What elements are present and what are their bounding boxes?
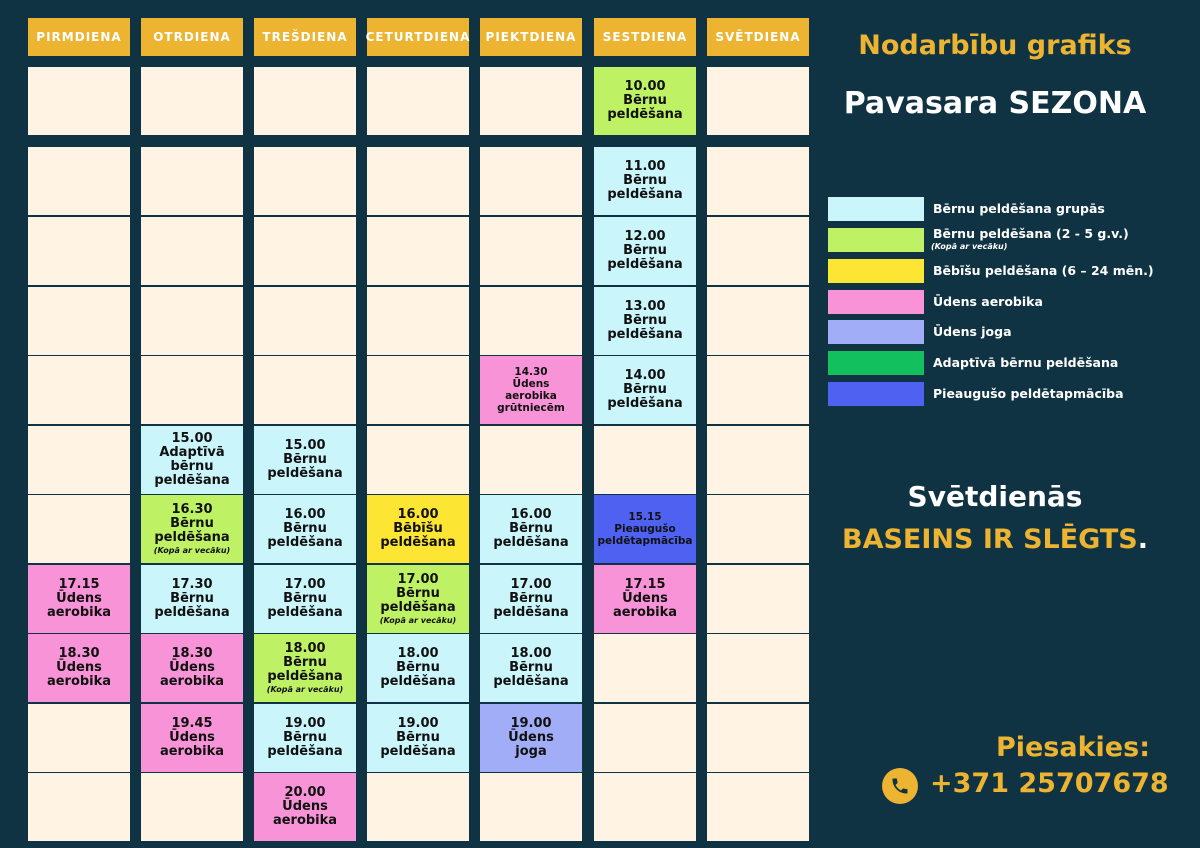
session-cell <box>594 565 696 633</box>
session-label: Pieaugušo <box>614 523 676 535</box>
day-header: PIRMDIENA <box>28 18 130 56</box>
empty-cell <box>480 287 582 355</box>
session-label: peldēšana <box>380 535 456 550</box>
pool-closed-text: BASEINS IR SLĒGTS <box>842 524 1138 555</box>
session-time: 14.30 <box>514 366 548 378</box>
empty-cell <box>480 67 582 135</box>
legend-swatch <box>828 290 924 314</box>
session-label: peldēšana <box>154 473 230 488</box>
empty-cell <box>480 147 582 215</box>
session-time: 15.15 <box>628 511 662 523</box>
session-time: 17.00 <box>397 571 439 587</box>
session-cell <box>141 704 243 772</box>
empty-cell <box>480 217 582 285</box>
session-time: 19.00 <box>510 716 552 731</box>
session-time: 19.00 <box>397 716 439 731</box>
session-label: Bērnu <box>509 591 553 606</box>
legend-item <box>828 228 1198 252</box>
session-time: 18.30 <box>58 646 100 661</box>
legend-label: Ūdens joga <box>933 324 1012 339</box>
session-time: 13.00 <box>624 299 666 314</box>
session-cell <box>594 67 696 135</box>
session-cell <box>480 495 582 563</box>
session-cell <box>480 565 582 633</box>
session-label: aerobika <box>159 744 225 759</box>
session-note: (Kopā ar vecāku) <box>379 615 457 625</box>
empty-cell <box>367 147 469 215</box>
legend-swatch <box>828 320 924 344</box>
empty-cell <box>254 67 356 135</box>
session-label: Bērnu <box>283 452 327 467</box>
session-time: 16.00 <box>284 507 326 522</box>
session-label: grūtniecēm <box>497 402 565 414</box>
empty-cell <box>254 356 356 424</box>
session-label: peldēšana <box>607 107 683 122</box>
empty-cell <box>28 147 130 215</box>
session-label: peldēšana <box>267 668 343 684</box>
empty-cell <box>367 426 469 494</box>
empty-cell <box>367 287 469 355</box>
legend-item <box>828 290 1198 314</box>
empty-cell <box>707 426 809 494</box>
legend-label: Bēbīšu peldēšana (6 – 24 mēn.) <box>933 263 1154 278</box>
session-label: Bērnu <box>170 591 214 606</box>
session-label: peldēšana <box>607 187 683 202</box>
session-time: 16.00 <box>397 507 439 522</box>
day-header: TREŠDIENA <box>254 18 356 56</box>
empty-cell <box>28 704 130 772</box>
session-label: peldēšana <box>267 744 343 759</box>
session-label: Bērnu <box>623 313 667 328</box>
session-cell <box>594 356 696 424</box>
session-label: peldēšana <box>267 535 343 550</box>
session-time: 16.00 <box>510 507 552 522</box>
legend-label: Ūdens aerobika <box>933 294 1043 309</box>
session-cell <box>141 634 243 702</box>
legend-note: (Kopā ar vecāku) <box>931 242 1008 251</box>
legend-item <box>828 197 1198 221</box>
empty-cell <box>254 287 356 355</box>
session-label: Ūdens <box>508 730 554 745</box>
legend-item <box>828 259 1198 283</box>
session-time: 17.00 <box>510 577 552 592</box>
session-label: peldēšana <box>380 674 456 689</box>
empty-cell <box>594 773 696 841</box>
session-time: 17.00 <box>284 577 326 592</box>
day-header: SESTDIENA <box>594 18 696 56</box>
session-cell <box>28 634 130 702</box>
session-cell <box>367 495 469 563</box>
session-label: peldēšana <box>493 535 569 550</box>
empty-cell <box>707 356 809 424</box>
session-label: Bērnu <box>283 730 327 745</box>
session-cell <box>480 634 582 702</box>
session-label: peldēšana <box>267 605 343 620</box>
empty-cell <box>594 634 696 702</box>
empty-cell <box>28 773 130 841</box>
empty-cell <box>707 217 809 285</box>
session-time: 20.00 <box>284 785 326 800</box>
session-cell <box>254 565 356 633</box>
session-cell <box>254 426 356 494</box>
legend-item <box>828 382 1198 406</box>
legend-item <box>828 320 1198 344</box>
legend-swatch <box>828 197 924 221</box>
session-label: Bērnu <box>396 660 440 675</box>
session-label: peldēšana <box>154 605 230 620</box>
legend-swatch <box>828 351 924 375</box>
session-note: (Kopā ar vecāku) <box>153 545 231 555</box>
session-label: Bērnu <box>396 730 440 745</box>
session-label: peldēšana <box>154 529 230 545</box>
session-label: Bērnu <box>509 660 553 675</box>
empty-cell <box>367 217 469 285</box>
empty-cell <box>594 704 696 772</box>
session-label: Bērnu <box>396 585 440 601</box>
session-time: 18.30 <box>171 646 213 661</box>
session-cell <box>594 217 696 285</box>
legend-swatch <box>828 382 924 406</box>
empty-cell <box>141 773 243 841</box>
empty-cell <box>707 704 809 772</box>
session-cell <box>367 704 469 772</box>
session-label: Ūdens <box>56 660 102 675</box>
empty-cell <box>28 287 130 355</box>
empty-cell <box>141 147 243 215</box>
session-time: 10.00 <box>624 79 666 94</box>
empty-cell <box>707 147 809 215</box>
empty-cell <box>707 67 809 135</box>
session-cell <box>594 147 696 215</box>
empty-cell <box>254 217 356 285</box>
session-cell <box>141 565 243 633</box>
session-label: Bērnu <box>623 382 667 397</box>
session-cell <box>141 426 243 494</box>
empty-cell <box>28 67 130 135</box>
session-label: Ūdens <box>622 591 668 606</box>
session-label: Bērnu <box>623 173 667 188</box>
empty-cell <box>367 67 469 135</box>
session-label: aerobika <box>612 605 678 620</box>
session-time: 19.00 <box>284 716 326 731</box>
empty-cell <box>367 773 469 841</box>
session-label: Adaptīvā <box>159 445 225 460</box>
session-time: 17.15 <box>624 577 666 592</box>
session-label: peldēšana <box>607 257 683 272</box>
session-label: aerobika <box>505 390 557 402</box>
session-note: (Kopā ar vecāku) <box>266 684 344 694</box>
session-time: 18.00 <box>397 646 439 661</box>
session-label: aerobika <box>159 674 225 689</box>
session-cell <box>367 565 469 633</box>
schedule-title: Nodarbību grafiks <box>858 30 1132 61</box>
session-label: Bērnu <box>283 521 327 536</box>
day-header: PIEKTDIENA <box>480 18 582 56</box>
session-time: 19.45 <box>171 716 213 731</box>
session-label: Bēbīšu <box>393 521 443 536</box>
session-label: peldēšana <box>380 744 456 759</box>
session-label: peldēšana <box>607 327 683 342</box>
empty-cell <box>141 67 243 135</box>
empty-cell <box>141 356 243 424</box>
session-cell <box>254 704 356 772</box>
session-label: Ūdens <box>282 799 328 814</box>
phone-icon <box>882 768 918 804</box>
empty-cell <box>141 217 243 285</box>
session-label: peldēšana <box>267 466 343 481</box>
session-label: joga <box>515 744 547 759</box>
session-cell <box>254 773 356 841</box>
legend-swatch <box>828 228 924 252</box>
empty-cell <box>707 287 809 355</box>
session-label: peldēšana <box>493 605 569 620</box>
legend-item <box>828 351 1198 375</box>
session-time: 17.15 <box>58 577 100 592</box>
apply-label: Piesakies: <box>995 732 1150 763</box>
season-title: Pavasara SEZONA <box>843 86 1147 121</box>
empty-cell <box>28 217 130 285</box>
session-label: aerobika <box>46 674 112 689</box>
session-label: Ūdens <box>56 591 102 606</box>
session-label: Ūdens <box>169 660 215 675</box>
session-cell <box>254 634 356 702</box>
empty-cell <box>28 356 130 424</box>
session-label: aerobika <box>272 813 338 828</box>
session-cell <box>367 634 469 702</box>
session-time: 14.00 <box>624 368 666 383</box>
session-time: 16.30 <box>171 501 213 517</box>
empty-cell <box>707 773 809 841</box>
legend-label: Adaptīvā bērnu peldēšana <box>933 355 1119 370</box>
empty-cell <box>480 773 582 841</box>
legend-swatch <box>828 259 924 283</box>
session-label: peldēšana <box>380 599 456 615</box>
empty-cell <box>480 426 582 494</box>
empty-cell <box>28 495 130 563</box>
empty-cell <box>141 287 243 355</box>
session-cell <box>594 495 696 563</box>
session-label: peldētapmācība <box>597 535 693 547</box>
session-cell <box>141 495 243 563</box>
session-time: 17.30 <box>171 577 213 592</box>
sunday-note: Svētdienās <box>907 480 1083 513</box>
session-cell <box>28 565 130 633</box>
session-time: 15.00 <box>284 438 326 453</box>
session-cell <box>254 495 356 563</box>
legend-label: Bērnu peldēšana (2 - 5 g.v.) <box>933 226 1129 241</box>
empty-cell <box>707 565 809 633</box>
empty-cell <box>707 634 809 702</box>
session-time: 15.00 <box>171 431 213 446</box>
session-time: 18.00 <box>284 640 326 656</box>
session-label: Bērnu <box>170 515 214 531</box>
session-label: Bērnu <box>283 654 327 670</box>
phone-number[interactable]: +371 25707678 <box>930 768 1169 799</box>
session-cell <box>480 356 582 424</box>
session-cell <box>594 287 696 355</box>
session-label: Bērnu <box>283 591 327 606</box>
session-label: Bērnu <box>623 93 667 108</box>
empty-cell <box>254 147 356 215</box>
legend-label: Bērnu peldēšana grupās <box>933 201 1105 216</box>
pool-closed-note <box>800 524 1190 555</box>
session-label: Bērnu <box>509 521 553 536</box>
session-label: bērnu <box>170 459 214 474</box>
session-cell <box>480 704 582 772</box>
session-label: Bērnu <box>623 243 667 258</box>
session-label: peldēšana <box>607 396 683 411</box>
session-label: peldēšana <box>493 674 569 689</box>
day-header: SVĒTDIENA <box>707 18 809 56</box>
empty-cell <box>28 426 130 494</box>
legend-label: Pieaugušo peldētapmācība <box>933 386 1124 401</box>
session-label: Ūdens <box>512 378 550 390</box>
session-time: 18.00 <box>510 646 552 661</box>
session-time: 11.00 <box>624 159 666 174</box>
day-header: OTRDIENA <box>141 18 243 56</box>
empty-cell <box>707 495 809 563</box>
empty-cell <box>594 426 696 494</box>
session-label: aerobika <box>46 605 112 620</box>
pool-closed-dot: . <box>1137 524 1148 555</box>
session-label: Ūdens <box>169 730 215 745</box>
day-header: CETURTDIENA <box>367 18 469 56</box>
empty-cell <box>367 356 469 424</box>
session-time: 12.00 <box>624 229 666 244</box>
